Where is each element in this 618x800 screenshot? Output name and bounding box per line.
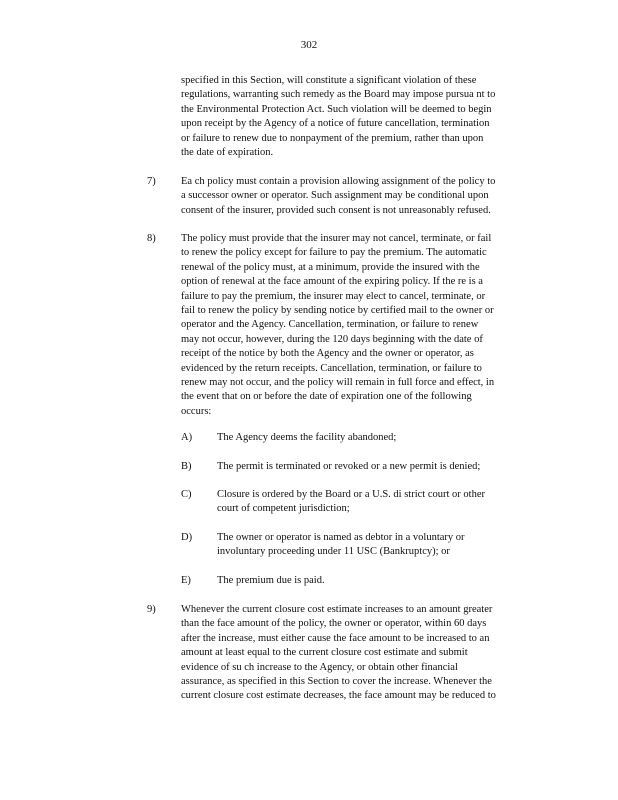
text-line: renew may not occur, and the policy will remain in full force and effect, in bbox=[181, 377, 495, 389]
text-line: The premium due is paid. bbox=[217, 575, 325, 586]
item-number: 7) bbox=[147, 176, 156, 187]
page-number: 302 bbox=[300, 39, 318, 51]
item-7-paragraph bbox=[181, 175, 543, 218]
text-line: than the face amount of the policy, the owner or operator, within 60 days bbox=[181, 618, 487, 630]
text-line: the date of expiration. bbox=[181, 147, 274, 159]
text-line: The permit is terminated or revoked or a new permit is denied; bbox=[217, 461, 481, 472]
sub-item-letter: D) bbox=[181, 532, 193, 543]
item-8-paragraph bbox=[181, 232, 543, 419]
text-line: The owner or operator is named as debtor in a voluntary or bbox=[217, 532, 465, 543]
sub-item-letter: B) bbox=[181, 461, 192, 472]
text-line: The Agency deems the facility abandoned; bbox=[217, 432, 397, 443]
sub-item-a-text bbox=[217, 431, 547, 445]
item-number: 8) bbox=[147, 233, 156, 244]
text-line: assurance, as specified in this Section to cover the increase. Whenever the bbox=[181, 676, 492, 688]
text-line: Whenever the current closure cost estimate increases to an amount greater bbox=[181, 604, 493, 615]
text-line: fail to renew the policy by sending notice by certified mail to the owner or bbox=[181, 305, 494, 317]
sub-item-b-text bbox=[217, 460, 547, 474]
text-line: a successor owner or operator. Such assignment may be conditional upon bbox=[181, 190, 489, 202]
text-line: to renew the policy except for failure to pay the premium. The automatic bbox=[181, 247, 487, 259]
text-line: failure to pay the premium, the insurer may elect to cancel, terminate, or bbox=[181, 290, 486, 302]
text-line: court of competent jurisdiction; bbox=[217, 503, 350, 515]
sub-item-letter: E) bbox=[181, 575, 191, 586]
text-line: specified in this Section, will constitute a significant violation of these bbox=[181, 75, 477, 86]
intro-paragraph bbox=[181, 74, 543, 160]
text-line: Closure is ordered by the Board or a U.S. di strict court or other bbox=[217, 489, 485, 500]
item-9-paragraph bbox=[181, 603, 543, 704]
text-line: upon receipt by the Agency of a notice of future cancellation, termination bbox=[181, 118, 490, 130]
text-line: receipt of the notice by both the Agency and the owner or operator, as bbox=[181, 348, 474, 360]
text-line: regulations, warranting such remedy as the Board may impose pursua nt to bbox=[181, 89, 496, 101]
text-line: consent of the insurer, provided such consent is not unreasonably refused. bbox=[181, 204, 491, 216]
text-line: involuntary proceeding under 11 USC (Bankruptcy); or bbox=[217, 546, 450, 558]
text-line: the event that on or before the date of expiration one of the following bbox=[181, 391, 472, 403]
text-line: renewal of the policy must, at a minimum, provide the insured with the bbox=[181, 261, 480, 273]
sub-item-d-text bbox=[217, 531, 547, 560]
text-line: operator and the Agency. Cancellation, termination, or failure to renew bbox=[181, 319, 479, 331]
text-line: current closure cost estimate decreases, the face amount may be reduced to bbox=[181, 690, 496, 702]
sub-item-c-text bbox=[217, 488, 547, 517]
text-line: or failure to renew due to nonpayment of the premium, rather than upon bbox=[181, 132, 484, 144]
text-line: option of renewal at the face amount of the expiring policy. If the re is a bbox=[181, 276, 483, 288]
text-line: evidence of su ch increase to the Agency, or obtain other financial bbox=[181, 661, 458, 673]
item-number: 9) bbox=[147, 604, 156, 615]
text-line: Ea ch policy must contain a provision allowing assignment of the policy to bbox=[181, 176, 496, 187]
text-line: may not occur, however, during the 120 days beginning with the date of bbox=[181, 333, 483, 345]
text-line: the Environmental Protection Act. Such violation will be deemed to begin bbox=[181, 103, 492, 115]
sub-item-letter: C) bbox=[181, 489, 192, 500]
text-line: occurs: bbox=[181, 405, 212, 417]
sub-item-letter: A) bbox=[181, 432, 193, 443]
text-line: The policy must provide that the insurer may not cancel, terminate, or fail bbox=[181, 233, 492, 244]
text-line: amount at least equal to the current closure cost estimate and submit bbox=[181, 647, 468, 659]
sub-item-e-text bbox=[217, 574, 547, 588]
text-line: after the increase, must either cause the face amount to be increased to an bbox=[181, 632, 490, 644]
text-line: evidenced by the return receipts. Cancellation, termination, or failure to bbox=[181, 362, 482, 374]
